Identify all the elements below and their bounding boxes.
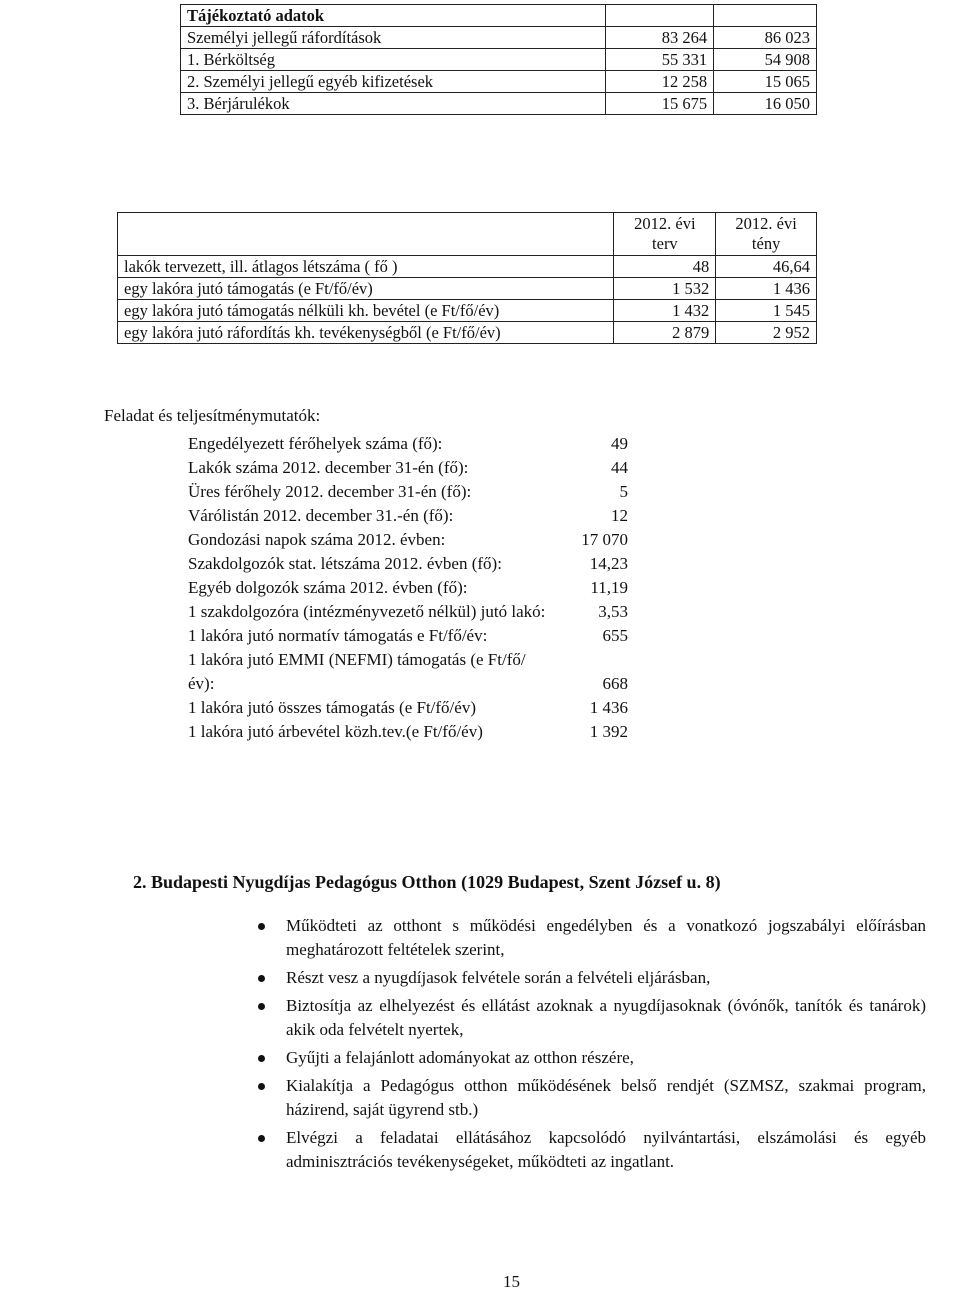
indicator-value: 3,53 bbox=[598, 602, 628, 621]
info-table-heading-row bbox=[181, 5, 817, 27]
row-value: 2 952 bbox=[716, 322, 817, 344]
table-row bbox=[118, 278, 817, 300]
row-label: Személyi jellegű ráfordítások bbox=[181, 27, 606, 49]
table-row bbox=[181, 93, 817, 115]
bullet-icon bbox=[258, 1055, 265, 1062]
bullet-text: Részt vesz a nyugdíjasok felvétele során a felvételi eljárásban, bbox=[286, 968, 711, 987]
list-item bbox=[254, 914, 926, 962]
bullet-text: Kialakítja a Pedagógus otthon működésének belső rendjét (SZMSZ, szakmai program, házirend, saját ügyrend stb.) bbox=[286, 1076, 926, 1119]
list-item bbox=[188, 720, 628, 744]
list-item bbox=[188, 528, 628, 552]
stats-table-header-row bbox=[118, 213, 817, 256]
row-value: 12 258 bbox=[606, 71, 714, 93]
stats-table bbox=[117, 212, 817, 344]
bullet-icon bbox=[258, 1083, 265, 1090]
row-label: 2. Személyi jellegű egyéb kifizetések bbox=[181, 71, 606, 93]
indicator-value: 655 bbox=[602, 626, 628, 645]
row-label: 3. Bérjárulékok bbox=[181, 93, 606, 115]
row-value: 83 264 bbox=[606, 27, 714, 49]
indicator-value: 1 436 bbox=[589, 698, 628, 717]
info-table bbox=[180, 4, 817, 115]
row-value: 48 bbox=[614, 256, 716, 278]
list-item bbox=[254, 966, 926, 990]
list-item bbox=[188, 552, 628, 576]
table-row bbox=[181, 71, 817, 93]
indicator-value: 12 bbox=[611, 506, 628, 525]
indicator-value: 49 bbox=[611, 434, 628, 453]
indicator-value: 668 bbox=[602, 674, 628, 693]
bullet-icon bbox=[258, 1135, 265, 1142]
row-value: 55 331 bbox=[606, 49, 714, 71]
list-item bbox=[188, 696, 628, 720]
row-value: 1 532 bbox=[614, 278, 716, 300]
row-value: 86 023 bbox=[714, 27, 817, 49]
indicator-label: Engedélyezett férőhelyek száma (fő): bbox=[188, 434, 443, 453]
indicator-label: 1 szakdolgozóra (intézményvezető nélkül) jutó lakó: bbox=[188, 602, 546, 621]
info-table-heading: Tájékoztató adatok bbox=[181, 5, 606, 27]
bullet-text: Elvégzi a feladatai ellátásához kapcsolódó nyilvántartási, elszámolási és egyéb adminisztrációs tevékenységeket, működteti az ingatlant. bbox=[286, 1128, 926, 1171]
list-item bbox=[254, 1046, 926, 1070]
list-item bbox=[188, 456, 628, 480]
row-value: 54 908 bbox=[714, 49, 817, 71]
list-item bbox=[188, 576, 628, 600]
indicator-value: 17 070 bbox=[581, 530, 628, 549]
list-item bbox=[188, 624, 628, 648]
table-row bbox=[118, 300, 817, 322]
column-header-actual: 2012. évi tény bbox=[716, 213, 817, 256]
indicator-label: Várólistán 2012. december 31.-én (fő): bbox=[188, 506, 454, 525]
row-value: 2 879 bbox=[614, 322, 716, 344]
indicator-value: 1 392 bbox=[589, 722, 628, 741]
row-value: 15 675 bbox=[606, 93, 714, 115]
row-value: 1 436 bbox=[716, 278, 817, 300]
indicators-title: Feladat és teljesítménymutatók: bbox=[104, 406, 321, 425]
table-row bbox=[118, 322, 817, 344]
table-row bbox=[181, 27, 817, 49]
indicator-value: 5 bbox=[619, 482, 628, 501]
indicator-label: Lakók száma 2012. december 31-én (fő): bbox=[188, 458, 469, 477]
indicator-label: 1 lakóra jutó normatív támogatás e Ft/fő/év: bbox=[188, 626, 488, 645]
row-label: egy lakóra jutó ráfordítás kh. tevékenységből (e Ft/fő/év) bbox=[118, 322, 614, 344]
bullet-text: Gyűjti a felajánlott adományokat az otthon részére, bbox=[286, 1048, 634, 1067]
row-value: 1 545 bbox=[716, 300, 817, 322]
list-item bbox=[254, 1074, 926, 1122]
row-label: egy lakóra jutó támogatás (e Ft/fő/év) bbox=[118, 278, 614, 300]
indicator-value: 14,23 bbox=[589, 554, 628, 573]
indicator-label: 1 lakóra jutó EMMI (NEFMI) támogatás (e Ft/fő/év): bbox=[188, 650, 526, 693]
row-value: 16 050 bbox=[714, 93, 817, 115]
bullet-text: Biztosítja az elhelyezést és ellátást azoknak a nyugdíjasoknak (óvónők, tanítók és tanárok) akik oda felvételt nyertek, bbox=[286, 996, 926, 1039]
indicator-value: 11,19 bbox=[590, 578, 628, 597]
indicator-label: Gondozási napok száma 2012. évben: bbox=[188, 530, 446, 549]
bullet-icon bbox=[258, 1003, 265, 1010]
bullet-list bbox=[254, 914, 926, 1178]
list-item bbox=[188, 432, 628, 456]
indicator-label: 1 lakóra jutó árbevétel közh.tev.(e Ft/fő/év) bbox=[188, 722, 483, 741]
bullet-text: Működteti az otthont s működési engedélyben és a vonatkozó jogszabályi előírásban meghatározott feltételek szerint, bbox=[286, 916, 926, 959]
list-item bbox=[188, 600, 628, 624]
table-row bbox=[118, 256, 817, 278]
row-value: 46,64 bbox=[716, 256, 817, 278]
section-heading: 2. Budapesti Nyugdíjas Pedagógus Otthon (1029 Budapest, Szent József u. 8) bbox=[133, 872, 721, 892]
indicator-label: Szakdolgozók stat. létszáma 2012. évben (fő): bbox=[188, 554, 502, 573]
indicator-value: 44 bbox=[611, 458, 628, 477]
indicator-label: Egyéb dolgozók száma 2012. évben (fő): bbox=[188, 578, 468, 597]
indicators-list bbox=[188, 432, 628, 744]
indicator-label: 1 lakóra jutó összes támogatás (e Ft/fő/év) bbox=[188, 698, 476, 717]
list-item bbox=[188, 504, 628, 528]
column-header-plan: 2012. évi terv bbox=[614, 213, 716, 256]
row-value: 15 065 bbox=[714, 71, 817, 93]
list-item bbox=[254, 994, 926, 1042]
list-item bbox=[188, 480, 628, 504]
row-value: 1 432 bbox=[614, 300, 716, 322]
list-item bbox=[188, 648, 628, 696]
list-item bbox=[254, 1126, 926, 1174]
page-number: 15 bbox=[503, 1272, 520, 1291]
bullet-icon bbox=[258, 975, 265, 982]
indicator-label: Üres férőhely 2012. december 31-én (fő): bbox=[188, 482, 472, 501]
bullet-icon bbox=[258, 923, 265, 930]
row-label: lakók tervezett, ill. átlagos létszáma ( fő ) bbox=[118, 256, 614, 278]
table-row bbox=[181, 49, 817, 71]
row-label: 1. Bérköltség bbox=[181, 49, 606, 71]
row-label: egy lakóra jutó támogatás nélküli kh. bevétel (e Ft/fő/év) bbox=[118, 300, 614, 322]
